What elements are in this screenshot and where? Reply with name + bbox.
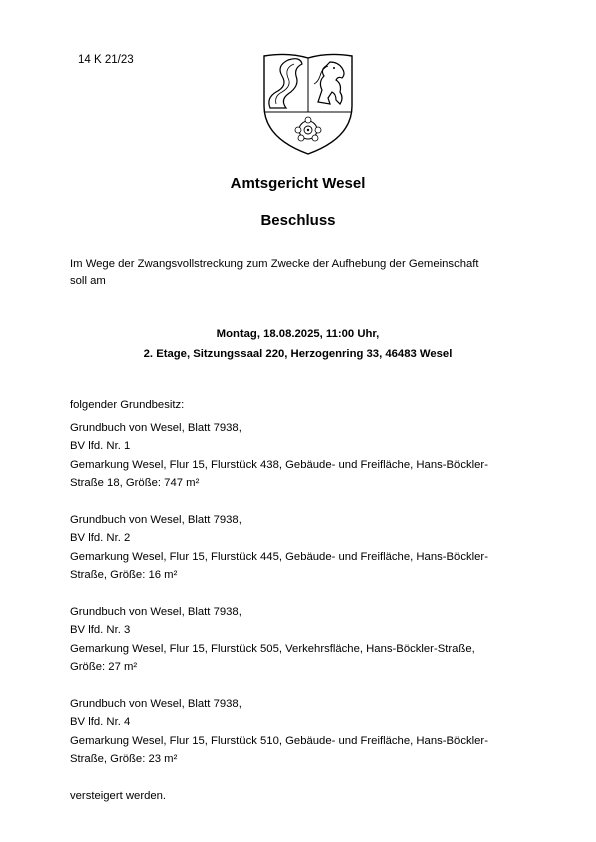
- parcel-description-line2: Straße, Größe: 16 m²: [70, 569, 178, 581]
- parcel-description-line1: Gemarkung Wesel, Flur 15, Flurstück 445, Gebäude- und Freifläche, Hans-Böckler-: [70, 550, 488, 563]
- parcel-description-line1: Gemarkung Wesel, Flur 15, Flurstück 510, Gebäude- und Freifläche, Hans-Böckler-: [70, 734, 488, 747]
- parcel-register: Grundbuch von Wesel, Blatt 7938,: [70, 513, 242, 526]
- hearing-location: 2. Etage, Sitzungssaal 220, Herzogenring 33, 46483 Wesel: [143, 348, 453, 360]
- property-list-section: [70, 396, 530, 805]
- parcel-register: Grundbuch von Wesel, Blatt 7938,: [70, 605, 242, 618]
- parcel-bv: BV lfd. Nr. 2: [70, 532, 131, 544]
- parcel-bv: BV lfd. Nr. 4: [70, 716, 131, 728]
- document-title: Beschluss: [260, 212, 336, 229]
- parcel-entry-4: [70, 695, 530, 769]
- parcel-description-line2: Größe: 27 m²: [70, 661, 138, 673]
- parcel-entry-2: [70, 511, 530, 585]
- hearing-details: [0, 324, 596, 364]
- intro-line-1: Im Wege der Zwangsvollstreckung zum Zwecke der Aufhebung der Gemeinschaft: [70, 258, 479, 270]
- parcel-entry-3: [70, 603, 530, 677]
- parcel-description-line2: Straße 18, Größe: 747 m²: [70, 477, 200, 489]
- intro-line-2: soll am: [70, 275, 106, 287]
- hearing-date-time: Montag, 18.08.2025, 11:00 Uhr,: [216, 328, 380, 340]
- property-lead: folgender Grundbesitz:: [70, 399, 185, 411]
- parcel-description-line1: Gemarkung Wesel, Flur 15, Flurstück 505, Verkehrsfläche, Hans-Böckler-Straße,: [70, 642, 475, 655]
- court-name: Amtsgericht Wesel: [230, 175, 366, 192]
- closing-text: versteigert werden.: [70, 789, 167, 802]
- nrw-coat-of-arms-icon: [258, 50, 358, 158]
- parcel-entry-1: [70, 419, 530, 493]
- intro-paragraph: [70, 256, 530, 290]
- case-number: 14 K 21/23: [78, 54, 134, 66]
- parcel-register: Grundbuch von Wesel, Blatt 7938,: [70, 697, 242, 710]
- parcel-register: Grundbuch von Wesel, Blatt 7938,: [70, 421, 242, 434]
- parcel-description-line2: Straße, Größe: 23 m²: [70, 753, 178, 765]
- parcel-bv: BV lfd. Nr. 1: [70, 440, 131, 452]
- parcel-description-line1: Gemarkung Wesel, Flur 15, Flurstück 438, Gebäude- und Freifläche, Hans-Böckler-: [70, 458, 488, 471]
- parcel-bv: BV lfd. Nr. 3: [70, 624, 131, 636]
